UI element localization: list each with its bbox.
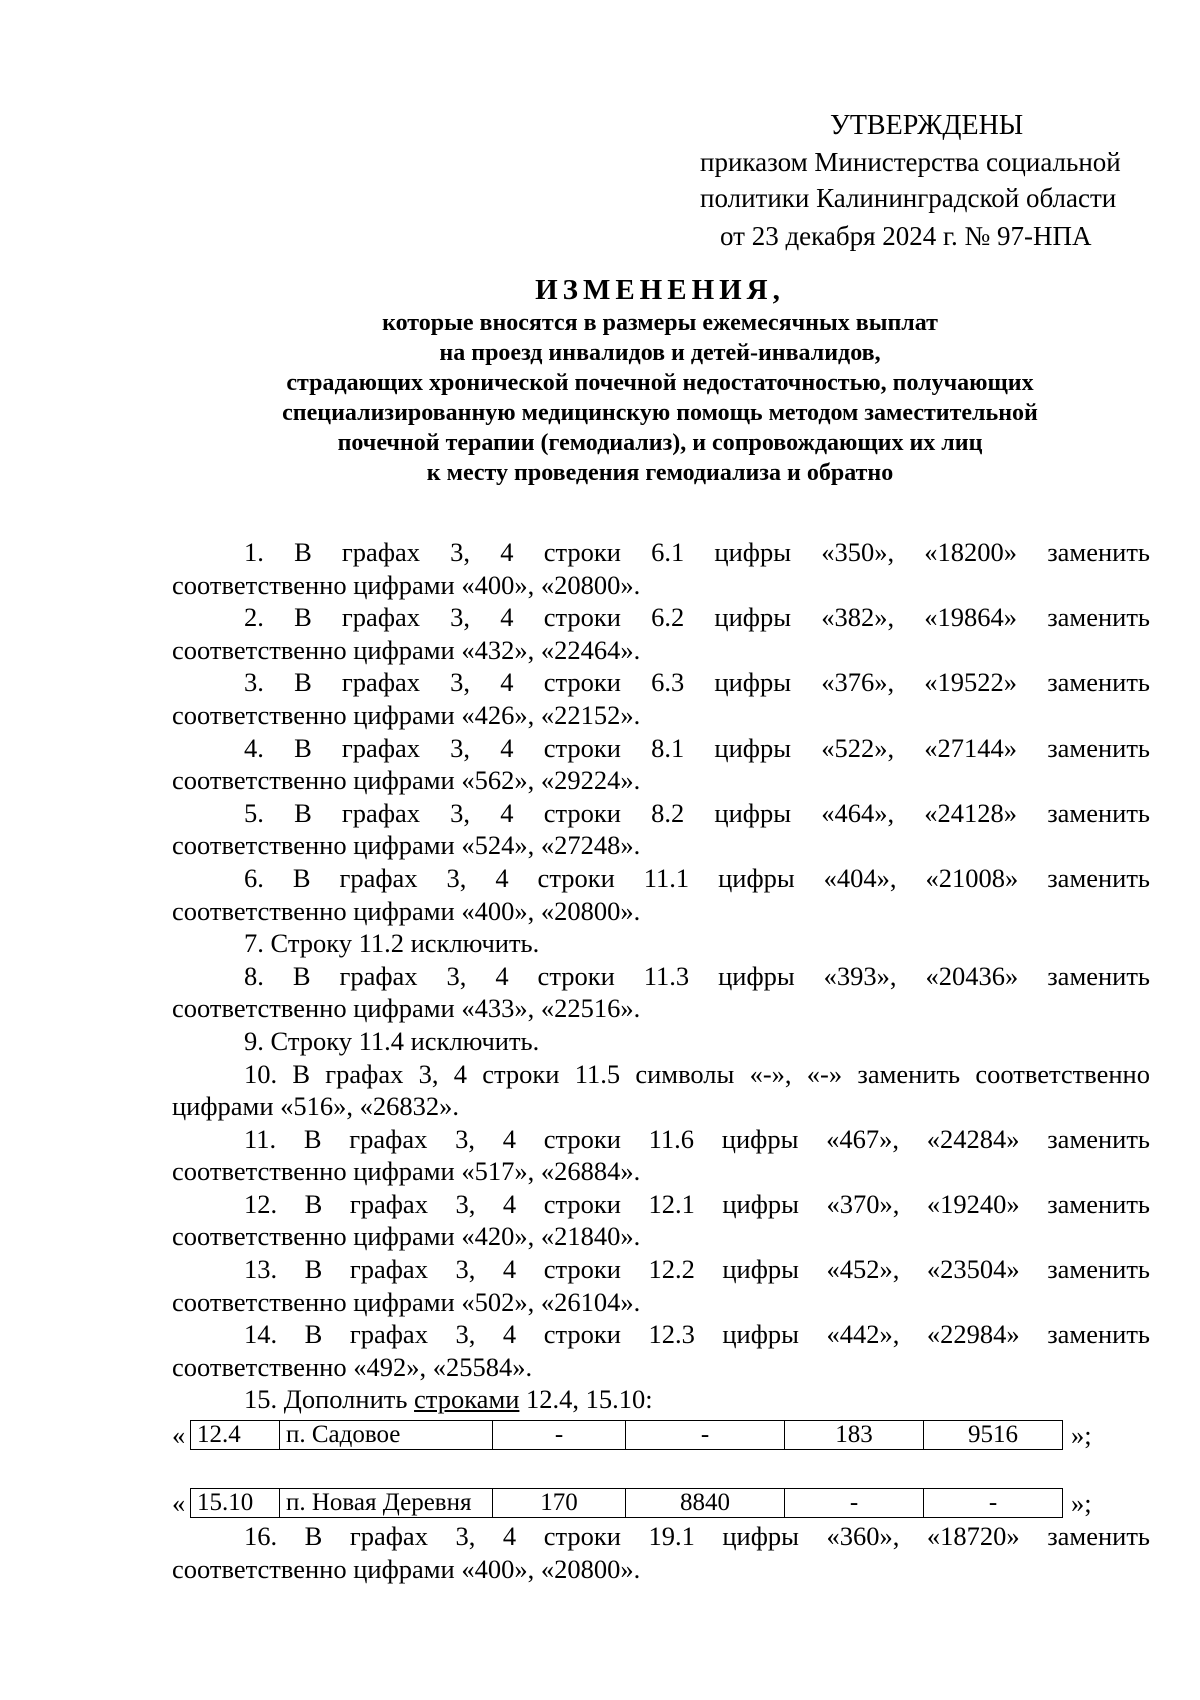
table-row — [191, 1489, 1063, 1518]
subtitle-line: к месту проведения гемодиализа и обратно — [426, 460, 894, 486]
table-cell: п. Садовое — [280, 1421, 493, 1450]
item-5-line-1: 5. В графах 3, 4 строки 8.2 цифры «464», «24128» заменить — [244, 797, 1150, 828]
item-4-line-2: соответственно цифрами «562», «29224». — [172, 765, 641, 796]
table-cell: - — [626, 1421, 785, 1450]
item-12-line-2: соответственно цифрами «420», «21840». — [172, 1221, 641, 1252]
table-cell: 9516 — [924, 1421, 1063, 1450]
item-10-line-1: 10. В графах 3, 4 строки 11.5 символы «-», «-» заменить соответственно — [244, 1058, 1150, 1089]
open-quote: « — [172, 1487, 186, 1518]
item-16-line-2: соответственно цифрами «400», «20800». — [172, 1553, 641, 1584]
close-quote: »; — [1071, 1487, 1092, 1518]
subtitle-line: которые вносятся в размеры ежемесячных выплат — [382, 310, 938, 336]
item-6-line-1: 6. В графах 3, 4 строки 11.1 цифры «404», «21008» заменить — [244, 862, 1150, 893]
table-cell: 15.10 — [191, 1489, 280, 1518]
item-11-line-1: 11. В графах 3, 4 строки 11.6 цифры «467», «24284» заменить — [244, 1123, 1150, 1154]
approval-line-2: политики Калининградской области — [700, 183, 1117, 213]
inserted-row-2 — [172, 1486, 1150, 1520]
item-11-line-2: соответственно цифрами «517», «26884». — [172, 1156, 641, 1187]
item-7: 7. Строку 11.2 исключить. — [244, 928, 540, 959]
item-2-line-2: соответственно цифрами «432», «22464». — [172, 634, 641, 665]
item-15 — [172, 1383, 1150, 1416]
title-block — [160, 272, 1160, 488]
item-15-suffix: 12.4, 15.10: — [519, 1384, 653, 1415]
approval-line-1: приказом Министерства социальной — [700, 147, 1121, 177]
table-row — [191, 1421, 1063, 1450]
item-10-line-2: цифрами «516», «26832». — [172, 1091, 459, 1122]
table-cell: - — [785, 1489, 924, 1518]
item-1-line-2: соответственно цифрами «400», «20800». — [172, 569, 641, 600]
approval-word: УТВЕРЖДЕНЫ — [830, 110, 1024, 141]
inserted-table-2 — [190, 1488, 1063, 1518]
item-12-line-1: 12. В графах 3, 4 строки 12.1 цифры «370», «19240» заменить — [244, 1188, 1150, 1219]
subtitle-line: специализированную медицинскую помощь методом заместительной — [282, 400, 1038, 426]
item-6-line-2: соответственно цифрами «400», «20800». — [172, 895, 641, 926]
item-1-line-1: 1. В графах 3, 4 строки 6.1 цифры «350», «18200» заменить — [244, 537, 1150, 567]
item-13-line-2: соответственно цифрами «502», «26104». — [172, 1286, 641, 1317]
close-quote: »; — [1071, 1419, 1092, 1450]
item-5-line-2: соответственно цифрами «524», «27248». — [172, 830, 641, 861]
item-13-line-1: 13. В графах 3, 4 строки 12.2 цифры «452», «23504» заменить — [244, 1254, 1150, 1285]
table-cell: - — [924, 1489, 1063, 1518]
item-14-line-1: 14. В графах 3, 4 строки 12.3 цифры «442», «22984» заменить — [244, 1319, 1150, 1350]
table-cell: 8840 — [626, 1489, 785, 1518]
open-quote: « — [172, 1419, 186, 1450]
item-2-line-1: 2. В графах 3, 4 строки 6.2 цифры «382», «19864» заменить — [244, 602, 1150, 633]
inserted-row-1 — [172, 1418, 1150, 1452]
item-15-prefix: 15. Дополнить — [244, 1384, 415, 1415]
subtitle-line: на проезд инвалидов и детей-инвалидов, — [439, 340, 881, 366]
approval-block — [700, 108, 1170, 254]
inserted-table-1 — [190, 1420, 1063, 1450]
page-title: ИЗМЕНЕНИЯ, — [535, 274, 785, 306]
table-cell: - — [493, 1421, 626, 1450]
item-16-line-1: 16. В графах 3, 4 строки 19.1 цифры «360», «18720» заменить — [244, 1521, 1150, 1552]
table-cell: 183 — [785, 1421, 924, 1450]
item-14-line-2: соответственно «492», «25584». — [172, 1351, 533, 1382]
approval-date: от 23 декабря 2024 г. № 97-НПА — [720, 221, 1092, 251]
table-cell: 12.4 — [191, 1421, 280, 1450]
item-9: 9. Строку 11.4 исключить. — [244, 1025, 540, 1056]
item-8-line-1: 8. В графах 3, 4 строки 11.3 цифры «393», «20436» заменить — [244, 960, 1150, 991]
item-3-line-2: соответственно цифрами «426», «22152». — [172, 699, 641, 730]
spacer — [172, 1452, 1150, 1484]
document-body — [172, 536, 1150, 1585]
subtitle-line: страдающих хронической почечной недостаточностью, получающих — [286, 370, 1034, 396]
item-8-line-2: соответственно цифрами «433», «22516». — [172, 993, 641, 1024]
item-3-line-1: 3. В графах 3, 4 строки 6.3 цифры «376», «19522» заменить — [244, 667, 1150, 698]
table-cell: 170 — [493, 1489, 626, 1518]
table-cell: п. Новая Деревня — [280, 1489, 493, 1518]
item-15-underlined: строками — [414, 1384, 520, 1415]
item-4-line-1: 4. В графах 3, 4 строки 8.1 цифры «522», «27144» заменить — [244, 732, 1150, 763]
subtitle-line: почечной терапии (гемодиализ), и сопровождающих их лиц — [337, 430, 983, 456]
